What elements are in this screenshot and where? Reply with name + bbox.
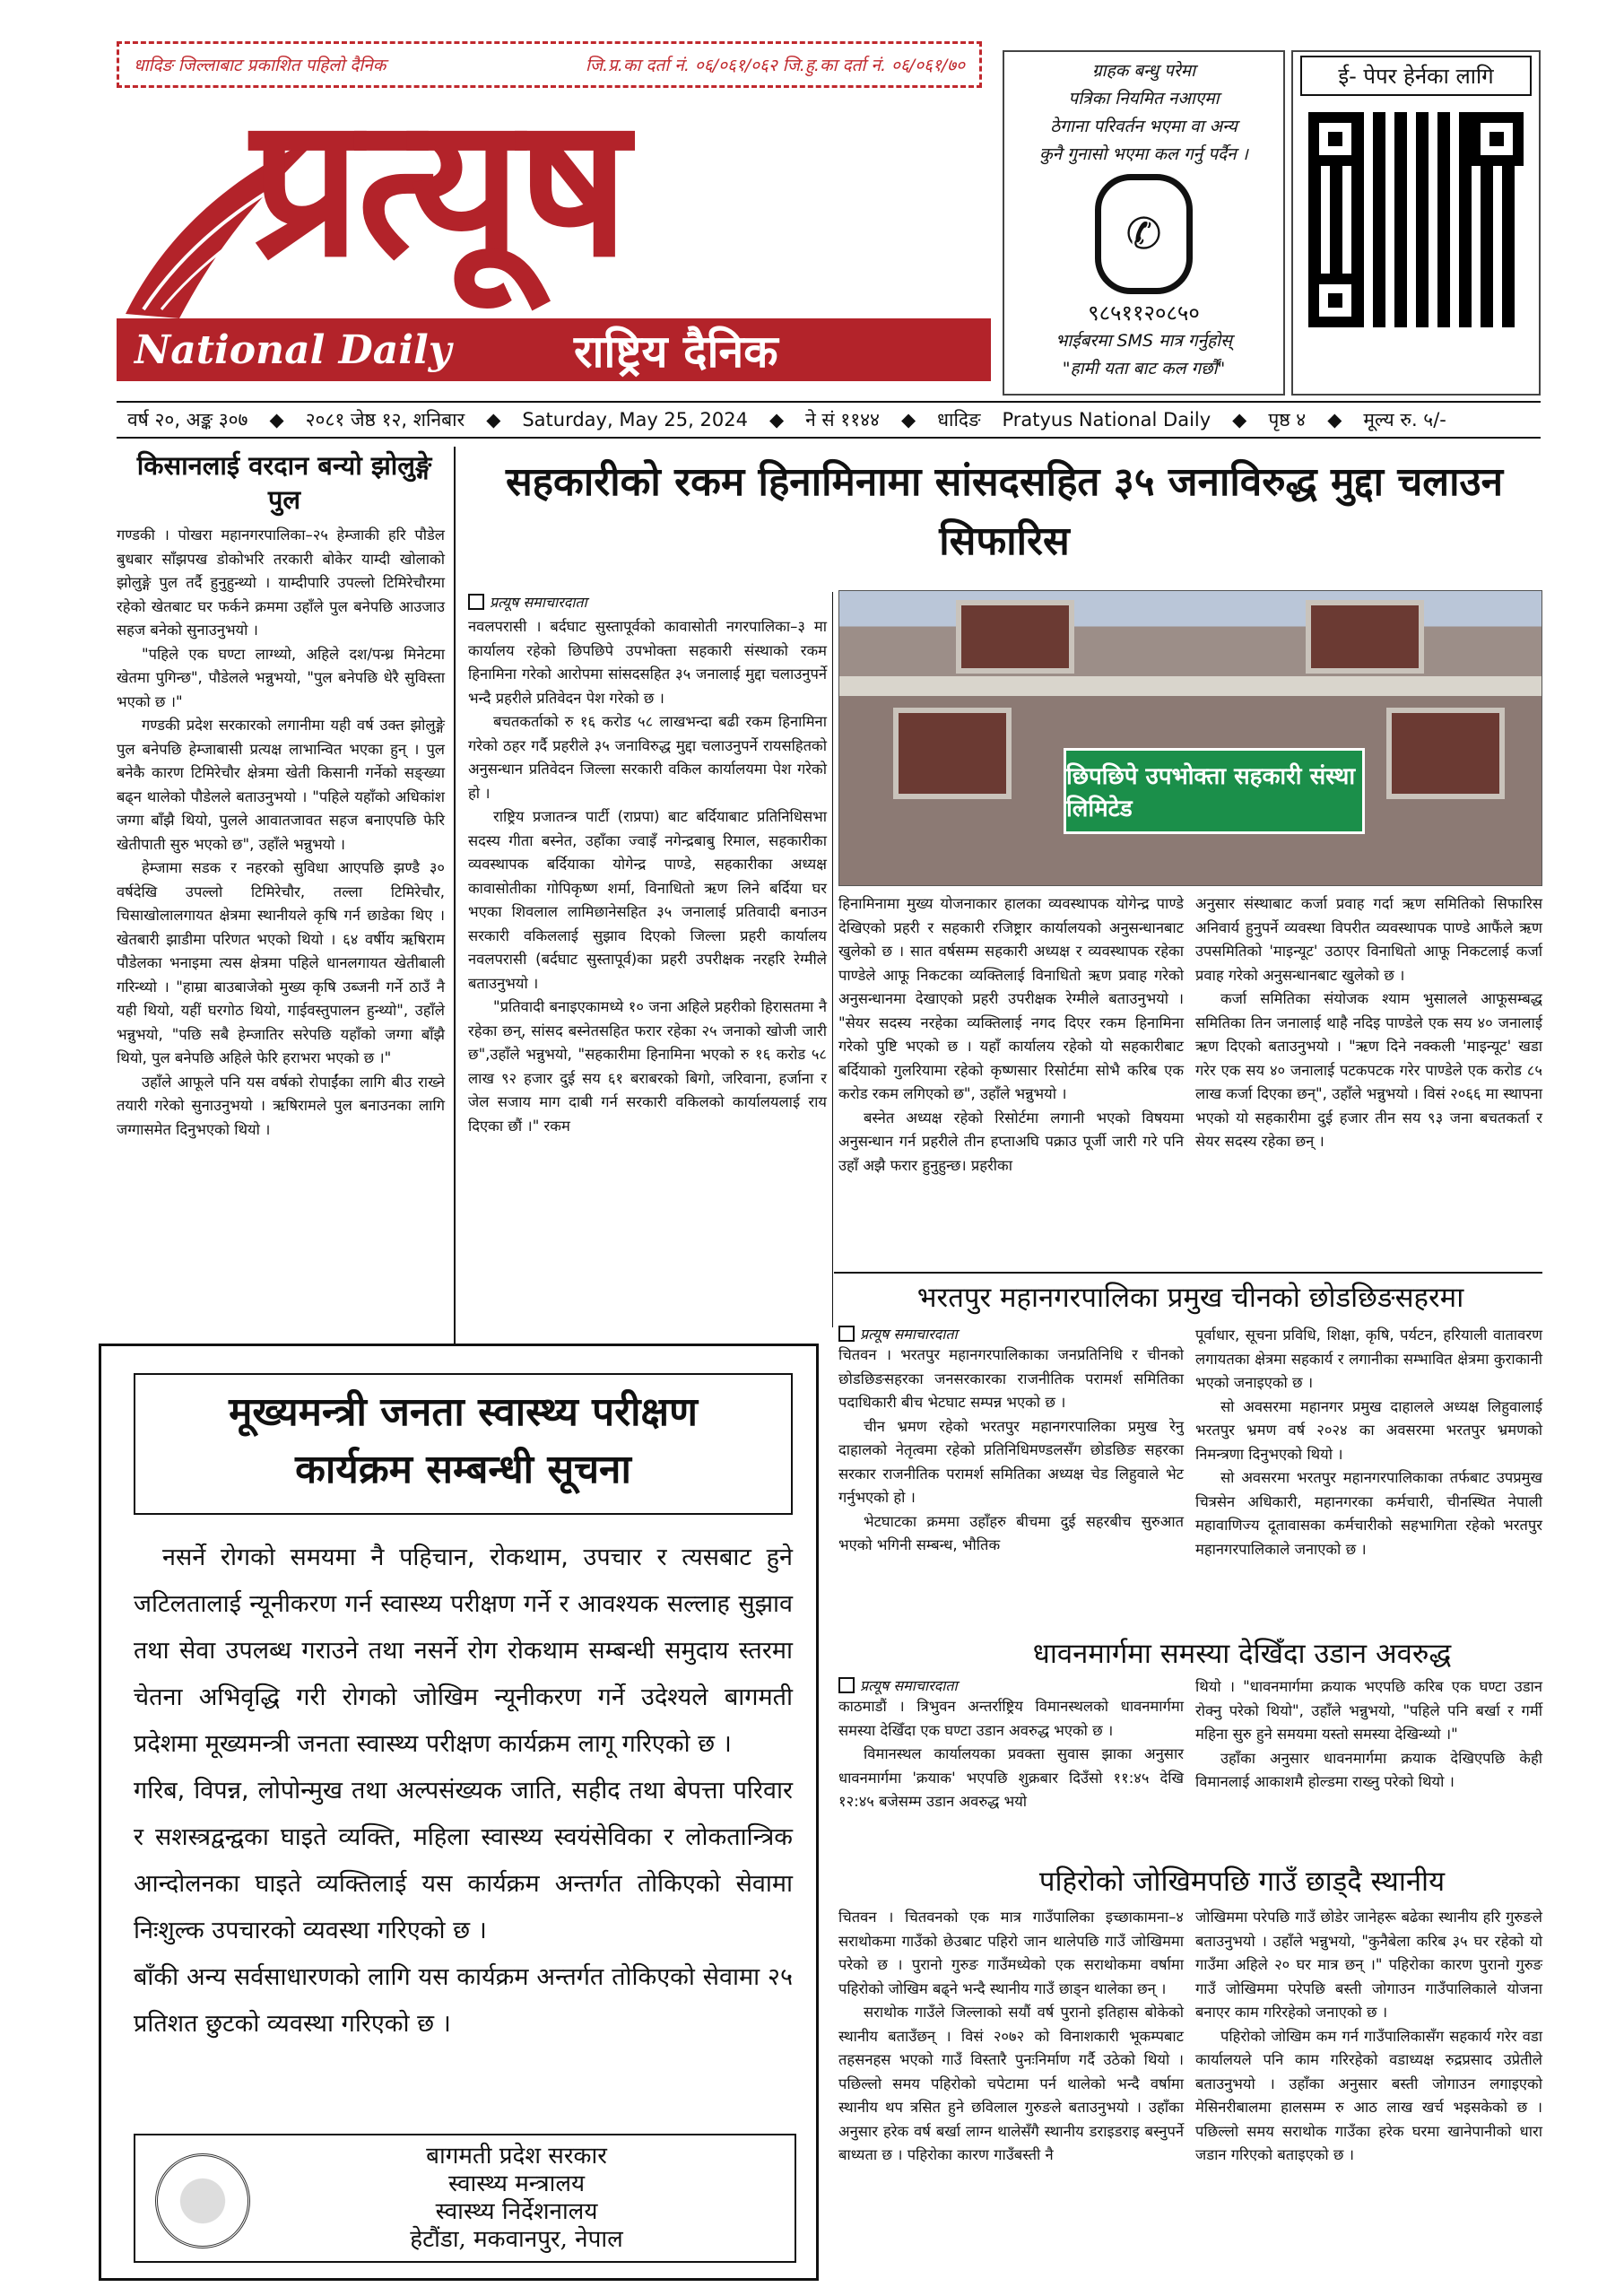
notice-footer: [134, 2134, 796, 2263]
reporter-byline: प्रत्यूष समाचारदाता: [468, 592, 827, 612]
article-column: [838, 1675, 1184, 1814]
news-photo[interactable]: [838, 590, 1542, 886]
logo-nepali: राष्ट्रिय दैनिक: [574, 325, 778, 378]
logo-band: [117, 318, 991, 381]
price: मूल्य रु. ५/-: [1363, 409, 1446, 430]
place: धादिङ: [937, 409, 981, 430]
paragraph: जोखिममा परेपछि गाउँ छोडेर जानेहरू बढेका स्थानीय हरि गुरुङले बताउनुभयो । उहाँले भन्नुभयो, "कुनैबेला करिब ३५ घर रहेको यो गाउँमा अहिले २० घर मात्र छन् ।" पहिरोका कारण पुरानो गुरुङ गाउँ जोखिममा परेपछि बस्ती जोगाउन गाउँपालिकाले योजना बनाएर काम गरिरहेको जनाएको छ ।: [1195, 1909, 1542, 2021]
article-column: [1195, 1324, 1542, 1561]
paragraph: चितवन । भरतपुर महानगरपालिकाका जनप्रतिनिधि र चीनको छोडछिङसहरका जनसरकारका राजनीतिक परामर्श समितिका पदाधिकारी बीच भेटघाट सम्पन्न भएको छ ।: [838, 1346, 1184, 1411]
main-headline[interactable]: सहकारीको रकम हिनामिनामा सांसदसहित ३५ जनाविरुद्ध मुद्दा चलाउन सिफारिस: [505, 459, 1504, 564]
article-title[interactable]: भरतपुर महानगरपालिका प्रमुख चीनको छोडछिङसहरमा: [916, 1282, 1464, 1314]
paragraph: भेटघाटका क्रममा उहाँहरु बीचमा दुई सहरबीच सुरुआत भएको भगिनी सम्बन्ध, भौतिक: [838, 1512, 1184, 1553]
contact-line: पत्रिका नियमित नआएमा: [1068, 89, 1220, 109]
paragraph: "प्रतिवादी बनाइएकामध्ये १० जना अहिले प्रहरीको हिरासतमा नै रहेका छन्, सांसद बस्नेतसहित फरार रहेका २५ जनाको खोजी जारी छ",उहाँले भन्नुभयो, "सहकारीमा हिनामिना भएको रु १६ करोड ५८ लाख ९२ हजार दुई सय ६१ बराबरको बिगो, जरिवाना, हर्जाना र जेल सजाय माग दाबी गर्न सरकारी वकिलको कार्यालयलाई राय दिएका छौं ।" रकम: [468, 998, 827, 1135]
article-body: [115, 524, 454, 1142]
cooperative-signboard: छिपछिपे उपभोक्ता सहकारी संस्था लिमिटेड: [1064, 748, 1365, 834]
epaper-label: ई- पेपर हेर्नका लागि: [1300, 56, 1532, 96]
paragraph: हेम्जामा सडक र नहरको सुविधा आएपछि झण्डै ३० वर्षदेखि उपल्लो टिमिरेचौर, तल्ला टिमिरेचौर, चिसाखोलालगायत क्षेत्रमा स्थानीयले कृषि गर्न छाडेका थिए । खेतबारी झाडीमा परिणत भएको थियो । ६४ वर्षीय ऋषिराम पौडेलका भनाइमा त्यस क्षेत्रमा पहिले धानलगायत खेतीबाली गरिन्थ्यो । "हाम्रा बाउबाजेको मुख्य कृषि उब्जनी गर्ने ठाउँ नै यही थियो, यहीं घरगोठ थियो, गाईवस्तुपालन हुन्थ्यो", उहाँले भन्नुभयो, "पछि सबै हेम्जातिर सरेपछि यहाँको जग्गा बाँझै थियो, पुल बनेपछि अहिले फेरि हराभरा भएको छ ।": [117, 859, 445, 1066]
paragraph: सो अवसरमा महानगर प्रमुख दाहालले अध्यक्ष लिहुवालाई भरतपुर भ्रमण वर्ष २०२४ का अवसरमा भरतपुर भ्रमणको निमन्त्रणा दिनुभएको थियो ।: [1195, 1397, 1542, 1463]
paragraph: गण्डकी । पोखरा महानगरपालिका–२५ हेम्जाकी हरि पौडेल बुधबार साँझपख डोकोभरि तरकारी बोकेर याम्दी खोलाको झोलुङ्गे पुल तर्दै हुनुहुन्थ्यो । याम्दीपारि उपल्लो टिमिरेचौरमा रहेको खेतबाट घर फर्कने क्रममा उहाँले पुल बनेपछि आउजाउ सहज बनेको सुनाउनुभयो ।: [117, 526, 445, 639]
phone-icon: ✆: [1095, 174, 1193, 294]
notice-body: [134, 1535, 793, 2048]
main-article-column: [838, 892, 1184, 1178]
paragraph: पहिरोको जोखिम कम गर्न गाउँपालिकासँग सहकार्य गरेर वडा कार्यालयले पनि काम गरिरहेको वडाध्यक्ष रुद्रप्रसाद उप्रेतीले बताउनुभयो । उहाँका अनुसार बस्ती जोगाउन लगाइएको मेसिनरीबालमा हालसम्म रु आठ लाख खर्च भइसकेको छ । पछिल्लो समय सराथोक गाउँका हरेक घरमा खानेपानीको धारा जडान गरिएको बताइएको छ ।: [1195, 2027, 1542, 2163]
qr-code-icon[interactable]: [1308, 112, 1524, 327]
main-article-column: [1195, 892, 1542, 1154]
paragraph: कर्जा समितिका संयोजक श्याम भुसालले आफूसम्बद्ध समितिका तिन जनालाई थाहै नदिइ पाण्डेले एक सय ४० जनालाई ऋण दिएको बताउनुभयो । "ऋण दिने नक्कली 'माइन्यूट' खडा गरेर एक सय ४० जनालाई पटकपटक गरेर पाण्डेले एक करोड ८५ लाख कर्जा दिएका छन्", उहाँले भन्नुभयो । विसं २०६६ मा स्थापना भएको यो सहकारीमा दुई हजार तीन सय ९३ जना बचतकर्ता र सेयर सदस्य रहेका छन् ।: [1195, 990, 1542, 1150]
paragraph: सो अवसरमा भरतपुर महानगरपालिकाका तर्फबाट उपप्रमुख चित्रसेन अधिकारी, महानगरका कर्मचारी, चीनस्थित नेपाली महावाणिज्य दूतावासका कर्मचारीको सहभागिता रहेको भरतपुर महानगरपालिकाले जनाएको छ ।: [1195, 1469, 1542, 1558]
volume-issue: वर्ष २०, अङ्क ३०७: [127, 409, 248, 430]
logo-wordmark: प्रत्यूष: [251, 73, 626, 300]
paragraph: बाँकी अन्य सर्वसाधारणको लागि यस कार्यक्रम अन्तर्गत तोकिएको सेवामा २५ प्रतिशत छुटको व्यवस्था गरिएको छ ।: [134, 1963, 793, 2038]
paragraph: नवलपरासी । बर्दघाट सुस्तापूर्वको कावासोती नगरपालिका–३ मा कार्यालय रहेको छिपछिपे उपभोक्ता सहकारी संस्थाको रकम हिनामिना गरेको आरोपमा सांसदसहित ३५ जनालाई मुद्दा चलाउनुपर्ने भन्दै प्रहरीले प्रतिवेदन पेश गरेको छ ।: [468, 618, 827, 707]
logo-english: National Daily: [135, 326, 452, 373]
health-notice-ad: [99, 1344, 819, 2281]
paragraph: विमानस्थल कार्यालयका प्रवक्ता सुवास झाका अनुसार धावनमार्गमा 'क्रयाक' भएपछि शुक्रबार दिउँसो ११:४५ देखि १२:४५ बजेसम्म उडान अवरुद्ध भयो: [838, 1745, 1184, 1810]
reporter-byline: प्रत्यूष समाचारदाता: [838, 1324, 1184, 1344]
article-column: [1195, 1675, 1542, 1795]
paragraph: काठमाडौं । त्रिभुवन अन्तर्राष्ट्रिय विमानस्थलको धावनमार्गमा समस्या देखिँदा एक घण्टा उडान अवरुद्ध भएको छ ।: [838, 1698, 1184, 1739]
article-title[interactable]: धावनमार्गमा समस्या देखिँदा उडान अवरुद्ध: [1032, 1638, 1452, 1670]
reporter-byline: प्रत्यूष समाचारदाता: [838, 1675, 1184, 1695]
paragraph: गरिब, विपन्न, लोपोन्मुख तथा अल्पसंख्यक जाति, सहीद तथा बेपत्ता परिवार र सशस्त्रद्वन्द्वका घाइते व्यक्ति, महिला स्वास्थ्य स्वयंसेविका र लोकतान्त्रिक आन्दोलनका घाइते व्यक्तिलाई यस कार्यक्रम अन्तर्गत तोकिएको सेवामा निःशुल्क उपचारको व्यवस्था गरिएको छ ।: [134, 1777, 793, 1944]
notice-title: मूख्यमन्त्री जनता स्वास्थ्य परीक्षण कार्यक्रम सम्बन्धी सूचना: [134, 1373, 793, 1515]
contact-line: ठेगाना परिवर्तन भएमा वा अन्य: [1050, 117, 1238, 136]
paragraph: राष्ट्रिय प्रजातन्त्र पार्टी (राप्रपा) बाट बर्दियाबाट प्रतिनिधिसभा सदस्य गीता बस्नेत, उहाँका ज्वाइँ नगेन्द्रबाबु रिमाल, सहकारीका व्यवस्थापक बर्दियाका योगेन्द्र पाण्डे, सहकारीका अध्यक्ष कावासोतीका गोपिकृष्ण शर्मा, विनाधितो ऋण लिने बर्दिया घर भएका शिवलाल लामिछानेसहित ३५ जनालाई प्रतिवादी बनाउन सरकारी वकिललाई सुझाव दिएको जिल्ला प्रहरी कार्यालय नवलपरासी (बर्दघाट सुस्तापूर्व)का प्रहरी उपरीक्षक नरहरि रेग्मीले बताउनुभयो ।: [468, 808, 827, 992]
page-number: पृष्ठ ४: [1268, 409, 1307, 430]
epaper-qr-box: [1291, 50, 1541, 396]
viber-number[interactable]: ९८५११२०८५०: [1088, 300, 1200, 326]
viber-instruction: भाईबरमा SMS मात्र गर्नुहोस्: [1055, 331, 1232, 351]
article-title[interactable]: पहिरोको जोखिमपछि गाउँ छाड्दै स्थानीय: [1038, 1866, 1446, 1898]
registration-numbers: जि.प्र.का दर्ता नं. ०६/०६१/०६२ जि.हु.का दर्ता नं. ०६/०६१/७०: [585, 56, 965, 75]
masthead-logo[interactable]: [117, 73, 991, 386]
article-column: [838, 1324, 1184, 1558]
paragraph: "पहिले एक घण्टा लाग्थ्यो, अहिले दश/पन्ध्र मिनेटमा खेतमा पुगिन्छ", पौडेलले भन्नुभयो, "पुल बनेपछि धेरै सुविस्ता भएको छ ।": [117, 645, 445, 710]
issuer-line: स्वास्थ्य निर्देशनालय: [435, 2198, 598, 2225]
paragraph: सराथोक गाउँले जिल्लाको सयौं वर्ष पुरानो इतिहास बोकेको स्थानीय बताउँछन् । विसं २०७२ को विनाशकारी भूकम्पबाट तहसनहस भएको गाउँ विस्तारै पुनःनिर्माण गर्दै उठेको थियो । पछिल्लो समय पहिरोको चपेटामा पर्न थालेको भन्दै वर्षामा स्थानीय थप त्रसित हुने छविलाल गुरुङले बताउनुभयो । उहाँका अनुसार हरेक वर्ष बर्खा लाग्न थालेसँगै स्थानीय डराइडराइ बस्नुपर्ने बाध्यता छ । पहिरोका कारण गाउँबस्ती नै: [838, 2004, 1184, 2163]
paragraph: नसर्ने रोगको समयमा नै पहिचान, रोकथाम, उपचार र त्यसबाट हुने जटिलतालाई न्यूनीकरण गर्न स्वास्थ्य परीक्षण गर्ने र आवश्यक सल्लाह सुझाव तथा सेवा उपलब्ध गराउने तथा नसर्ने रोग रोकथाम सम्बन्धी समुदाय स्तरमा चेतना अभिवृद्धि गरी रोगको जोखिम न्यूनीकरण गर्ने उदेश्यले बागमती प्रदेशमा मूख्यमन्त्री जनता स्वास्थ्य परीक्षण कार्यक्रम लागू गरिएको छ ।: [134, 1544, 793, 1758]
left-article: [115, 447, 456, 1345]
paragraph: बचतकर्ताको रु १६ करोड ५८ लाखभन्दा बढी रकम हिनामिना गरेको ठहर गर्दै प्रहरीले ३५ जनाविरुद्ध मुद्दा चलाउनुपर्ने रायसहितको अनुसन्धान प्रतिवेदन जिल्ला सरकारी वकिल कार्यालयमा पेश गरेको हो ।: [468, 713, 827, 802]
issuer-line: स्वास्थ्य मन्त्रालय: [447, 2170, 586, 2197]
article-column: [1195, 1906, 1542, 2168]
paragraph: गण्डकी प्रदेश सरकारको लगानीमा यही वर्ष उक्त झोलुङ्गे पुल बनेपछि हेम्जाबासी प्रत्यक्ष लाभान्वित भएका हुन् । पुल बनेकै कारण टिमिरेचौर क्षेत्रमा खेती किसानी गर्नेको सङ्ख्या बढ्न थालेको पौडेलले बताउनुभयो । "पहिले यहाँको अधिकांश जग्गा बाँझै थियो, पुलले आवातजावत सहज बनाएपछि फेरि खेतीपाती सुरु भएको छ", उहाँले भन्नुभयो ।: [117, 717, 445, 853]
contact-line: कुनै गुनासो भएमा कल गर्नु पर्दैन ।: [1039, 144, 1248, 164]
issue-info-bar: वर्ष २०, अङ्क ३०७ ◆ २०८१ जेष्ठ १२, शनिबार ◆ Saturday, May 25, 2024 ◆ ने सं ११४४ ◆ धादिङ Pratyus National Daily ◆ पृष्ठ ४ ◆ मूल्य रु. ५/-: [117, 401, 1541, 439]
paragraph: अनुसार संस्थाबाट कर्जा प्रवाह गर्दा ऋण समितिको सिफारिस अनिवार्य हुनुपर्ने व्यवस्था विपरीत व्यवस्थापक पाण्डे आफैंले ऋण उपसमितिको 'माइन्यूट' उठाएर विनाधितो आफू निकटलाई कर्जा प्रवाह गरेको अनुसन्धानबाट खुलेको छ ।: [1195, 895, 1542, 984]
paragraph: चितवन । चितवनको एक मात्र गाउँपालिका इच्छाकामना–४ सराथोकमा गाउँको छेउबाट पहिरो जान थालेपछि गाउँ जोखिममा परेको छ । पुरानो गुरुङ गाउँमध्येको एक सराथोकमा वर्षामा पहिरोको जोखिम बढ्ने भन्दै स्थानीय गाउँ छाड्न थालेका छन् ।: [838, 1909, 1184, 1997]
main-article-column: [468, 592, 827, 1327]
government-seal-icon: [155, 2153, 250, 2248]
article-column: [838, 1906, 1184, 2168]
article-title[interactable]: किसानलाई वरदान बन्यो झोलुङ्गे पुल: [136, 450, 432, 515]
subscriber-contact-box: [1003, 50, 1285, 396]
callback-note: "हामी यता बाट कल गर्छौं": [1062, 359, 1226, 378]
date-nepali: २०८१ जेष्ठ १२, शनिबार: [305, 409, 465, 430]
paragraph: थियो । "धावनमार्गमा क्रयाक भएपछि करिब एक घण्टा उडान रोक्नु परेको थियो", उहाँले भन्नुभयो, "पहिले पनि बर्खा र गर्मी महिना सुरु हुने समयमा यस्तो समस्या देखिन्थ्यो ।": [1195, 1678, 1542, 1743]
paragraph: हिनामिनामा मुख्य योजनाकार हालका व्यवस्थापक योगेन्द्र पाण्डे देखिएको प्रहरी र सहकारी रजिष्ट्रार कार्यालयको अनुसन्धानबाट खुलेको छ । सात वर्षसम्म सहकारी अध्यक्ष र व्यवस्थापक रहेका पाण्डेले आफू निकटका व्यक्तिलाई विनाधितो ऋण प्रवाह गरेको अनुसन्धानमा देखाएको प्रहरी उपरीक्षक रेग्मीले बताउनुभयो । "सेयर सदस्य नरहेका व्यक्तिलाई नगद दिएर रकम हिनामिना गरेको पुष्टि भएको छ । यहाँ कार्यालय रहेको यो सहकारीबाट बर्दियाको गुलरियामा रहेको कृष्णसार रिसोर्टमा सोभै करिब एक करोड रकम लगिएको छ", उहाँले भन्नुभयो ।: [838, 895, 1184, 1102]
contact-line: ग्राहक बन्धु परेमा: [1091, 61, 1196, 81]
issuer-line: हेटौंडा, मकवानपुर, नेपाल: [410, 2226, 623, 2253]
paragraph: उहाँका अनुसार धावनमार्गमा क्रयाक देखिएपछि केही विमानलाई आकाशमै होल्डमा राख्नु परेको थियो ।: [1195, 1749, 1542, 1790]
paragraph: उहाँले आफूले पनि यस वर्षको रोपाईंका लागि बीउ राख्ने तयारी गरेको सुनाउनुभयो । ऋषिरामले पुल बनाउनका लागि जग्गासमेत दिनुभएको थियो ।: [117, 1073, 445, 1138]
nepal-sambat: ने सं ११४४: [805, 409, 880, 430]
paragraph: चीन भ्रमण रहेको भरतपुर महानगरपालिका प्रमुख रेनु दाहालको नेतृत्वमा रहेको प्रतिनिधिमण्डलसँग छोडछिङ सहरका सरकार राजनीतिक परामर्श समितिका अध्यक्ष चेड लिहुवाले भेट गर्नुभएको हो ।: [838, 1417, 1184, 1506]
paragraph: पूर्वाधार, सूचना प्रविधि, शिक्षा, कृषि, पर्यटन, हरियाली वातावरण लगायतका क्षेत्रमा सहकार्य र लगानीका सम्भावित क्षेत्रमा कुराकानी भएको जनाइएको छ ।: [1195, 1326, 1542, 1391]
paragraph: बस्नेत अध्यक्ष रहेको रिसोर्टमा लगानी भएको विषयमा अनुसन्धान गर्न प्रहरीले तीन हप्ताअघि पक्राउ पूर्जी जारी गरे पनि उहाँ अझै फरार हुनुहुन्छ। प्रहरीका: [838, 1109, 1184, 1174]
date-english: Saturday, May 25, 2024: [522, 409, 748, 430]
paper-name: Pratyus National Daily: [1002, 409, 1211, 430]
publisher-tagline: धादिङ जिल्लाबाट प्रकाशित पहिलो दैनिक: [134, 56, 386, 75]
issuer-line: बागमती प्रदेश सरकार: [426, 2143, 607, 2170]
